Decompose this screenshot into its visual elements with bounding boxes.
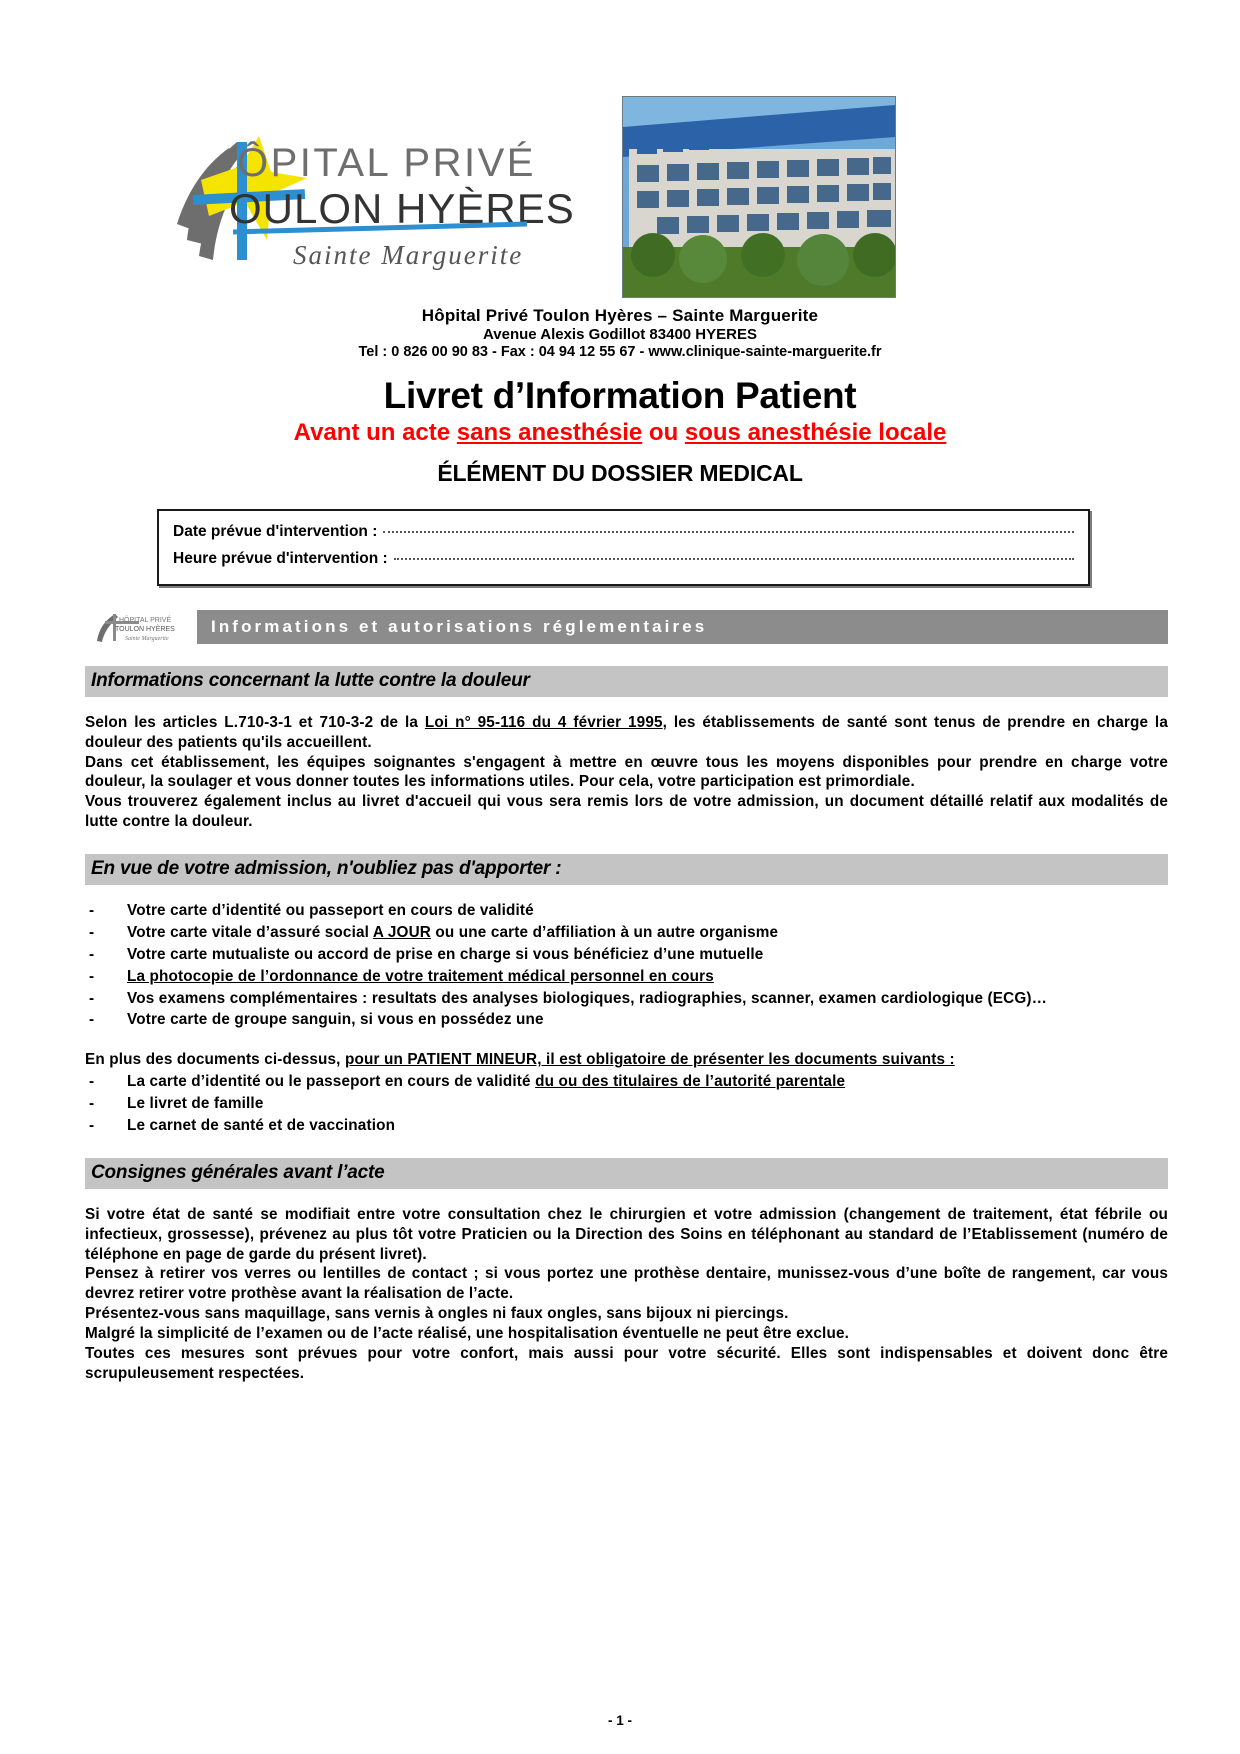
document-content: [85, 666, 1168, 1384]
date-input-line[interactable]: [383, 531, 1074, 533]
svg-text:TOULON HYÈRES: TOULON HYÈRES: [115, 625, 175, 633]
minor-patient-paragraph: [85, 1050, 1168, 1070]
text-run: Selon les articles L.710-3-1 et 710-3-2 de la: [85, 713, 425, 731]
text-run: ou une carte d’affiliation à un autre organisme: [431, 923, 779, 941]
hospital-street: Avenue Alexis Godillot 83400 HYERES: [483, 326, 757, 344]
text-run-underlined: Loi n° 95-116 du 4 février 1995: [424, 713, 663, 731]
text-run: Le livret de famille: [127, 1095, 264, 1113]
list-item: [85, 1094, 1168, 1114]
text-run-underlined: du ou des titulaires de l’autorité parentale: [535, 1073, 846, 1091]
subtitle-prefix: Avant un acte: [293, 418, 457, 446]
text-run: La carte d’identité ou le passeport en cours de validité: [127, 1073, 536, 1091]
paragraph: [85, 713, 1168, 753]
subtitle-underline-1: sans anesthésie: [456, 418, 643, 446]
paragraph: Dans cet établissement, les équipes soignantes s'engagent à mettre en œuvre tous les moyens disponibles pour prendre en charge votre douleur, la soulager et vous donner toutes les informations utiles. Pour cela, votre participation est primordiale.: [85, 753, 1168, 791]
admission-bullet-list: [85, 901, 1168, 1030]
list-item: [85, 1010, 1168, 1030]
svg-text:HÔPITAL PRIVÉ: HÔPITAL PRIVÉ: [119, 616, 172, 624]
hospital-name: Hôpital Privé Toulon Hyères – Sainte Marguerite: [421, 306, 819, 325]
logo-text-line3: Sainte Marguerite: [293, 240, 524, 270]
section-heading-consignes: Consignes générales avant l’acte: [85, 1158, 1168, 1189]
paragraph: Malgré la simplicité de l’examen ou de l’acte réalisé, une hospitalisation éventuelle ne peut être exclue.: [85, 1325, 850, 1343]
date-row: [173, 523, 1074, 541]
list-item: [85, 967, 1168, 987]
text-run: Votre carte mutualiste ou accord de prise en charge si vous bénéficiez d’une mutuelle: [127, 945, 764, 963]
time-label: Heure prévue d'intervention :: [173, 549, 388, 567]
banner-small-logo: [93, 611, 189, 643]
section-body-consignes: [85, 1205, 1168, 1384]
address-block: [0, 306, 1240, 361]
list-item: [85, 1072, 1168, 1092]
hospital-photo: [622, 96, 896, 298]
time-input-line[interactable]: [394, 558, 1074, 560]
text-run-underlined: A JOUR: [372, 923, 432, 941]
paragraph: Présentez-vous sans maquillage, sans vernis à ongles ni faux ongles, sans bijoux ni piercings.: [85, 1305, 789, 1323]
section-heading-douleur: Informations concernant la lutte contre la douleur: [85, 666, 1168, 697]
subtitle-middle: ou: [642, 418, 685, 446]
logo-graphic: [175, 120, 575, 280]
paragraph: Si votre état de santé se modifiait entre votre consultation chez le chirurgien et votre admission (changement de traitement, état fébrile ou infectieux, grossesse), prévenez au plus tôt votre Praticien ou la Direction des Soins en téléphonant au standard de l’Etablissement (numéro de téléphone en page de garde du présent livret).: [85, 1205, 1168, 1263]
intervention-date-box: [157, 509, 1090, 586]
page-title: Livret d’Information Patient: [383, 374, 857, 416]
banner-title: Informations et autorisations réglementaires: [197, 610, 1168, 644]
paragraph: Toutes ces mesures sont prévues pour votre confort, mais aussi pour votre sécurité. Elles sont indispensables et doivent donc être scrupuleusement respectées.: [85, 1344, 1168, 1382]
text-run: Votre carte d’identité ou passeport en cours de validité: [127, 902, 534, 920]
subtitle-underline-2: sous anesthésie locale: [684, 418, 947, 446]
text-run: En plus des documents ci-dessus,: [85, 1051, 345, 1069]
list-item: [85, 1116, 1168, 1136]
text-run: Votre carte vitale d’assuré social: [127, 923, 373, 941]
list-item: [85, 923, 1168, 943]
svg-text:Sainte Marguerite: Sainte Marguerite: [125, 635, 169, 642]
list-item: [85, 945, 1168, 965]
page-third-title: ÉLÉMENT DU DOSSIER MEDICAL: [437, 459, 803, 486]
text-run: La photocopie de l’ordonnance de votre traitement médical personnel en cours: [127, 967, 714, 985]
document-header: [0, 0, 1240, 300]
banner-logo-icon: [85, 610, 197, 644]
text-run: Le carnet de santé et de vaccination: [127, 1116, 396, 1134]
list-item: [85, 989, 1168, 1009]
section-body-douleur: [85, 713, 1168, 832]
paragraph: Pensez à retirer vos verres ou lentilles de contact ; si vous portez une prothèse dentaire, munissez-vous d’une boîte de rangement, car vous devrez retirer votre prothèse avant la réalisation de l’acte.: [85, 1265, 1168, 1303]
text-run: Vos examens complémentaires : resultats des analyses biologiques, radiographies, scanner, examen cardiologique (ECG)…: [127, 989, 1048, 1007]
page-number: - 1 -: [607, 1713, 632, 1728]
text-run-underlined: pour un PATIENT MINEUR, il est obligatoire de présenter les documents suivants :: [344, 1051, 955, 1069]
hospital-photo-graphic: [623, 97, 895, 297]
date-label: Date prévue d'intervention :: [173, 522, 378, 540]
logo-text-line1: ÔPITAL PRIVÉ: [237, 141, 536, 185]
page-subtitle: [0, 419, 1240, 447]
text-run: Votre carte de groupe sanguin, si vous en possédez une: [127, 1011, 544, 1029]
logo-text-line2: OULON HYÈRES: [229, 185, 575, 232]
list-item: [85, 901, 1168, 921]
paragraph: Vous trouverez également inclus au livret d'accueil qui vous sera remis lors de votre admission, un document détaillé relatif aux modalités de lutte contre la douleur.: [85, 793, 1168, 831]
hospital-logo: [175, 120, 575, 280]
section-heading-admission: En vue de votre admission, n'oubliez pas d'apporter :: [85, 854, 1168, 885]
minor-patient-bullet-list: [85, 1072, 1168, 1136]
text-run: , les établissements de santé sont tenus de prendre en charge la douleur des patients qu'ils accueillent.: [85, 713, 1168, 751]
time-row: [173, 550, 1074, 568]
section-banner-row: [85, 610, 1168, 644]
hospital-contact: Tel : 0 826 00 90 83 - Fax : 04 94 12 55 67 - www.clinique-sainte-marguerite.fr: [358, 343, 882, 360]
